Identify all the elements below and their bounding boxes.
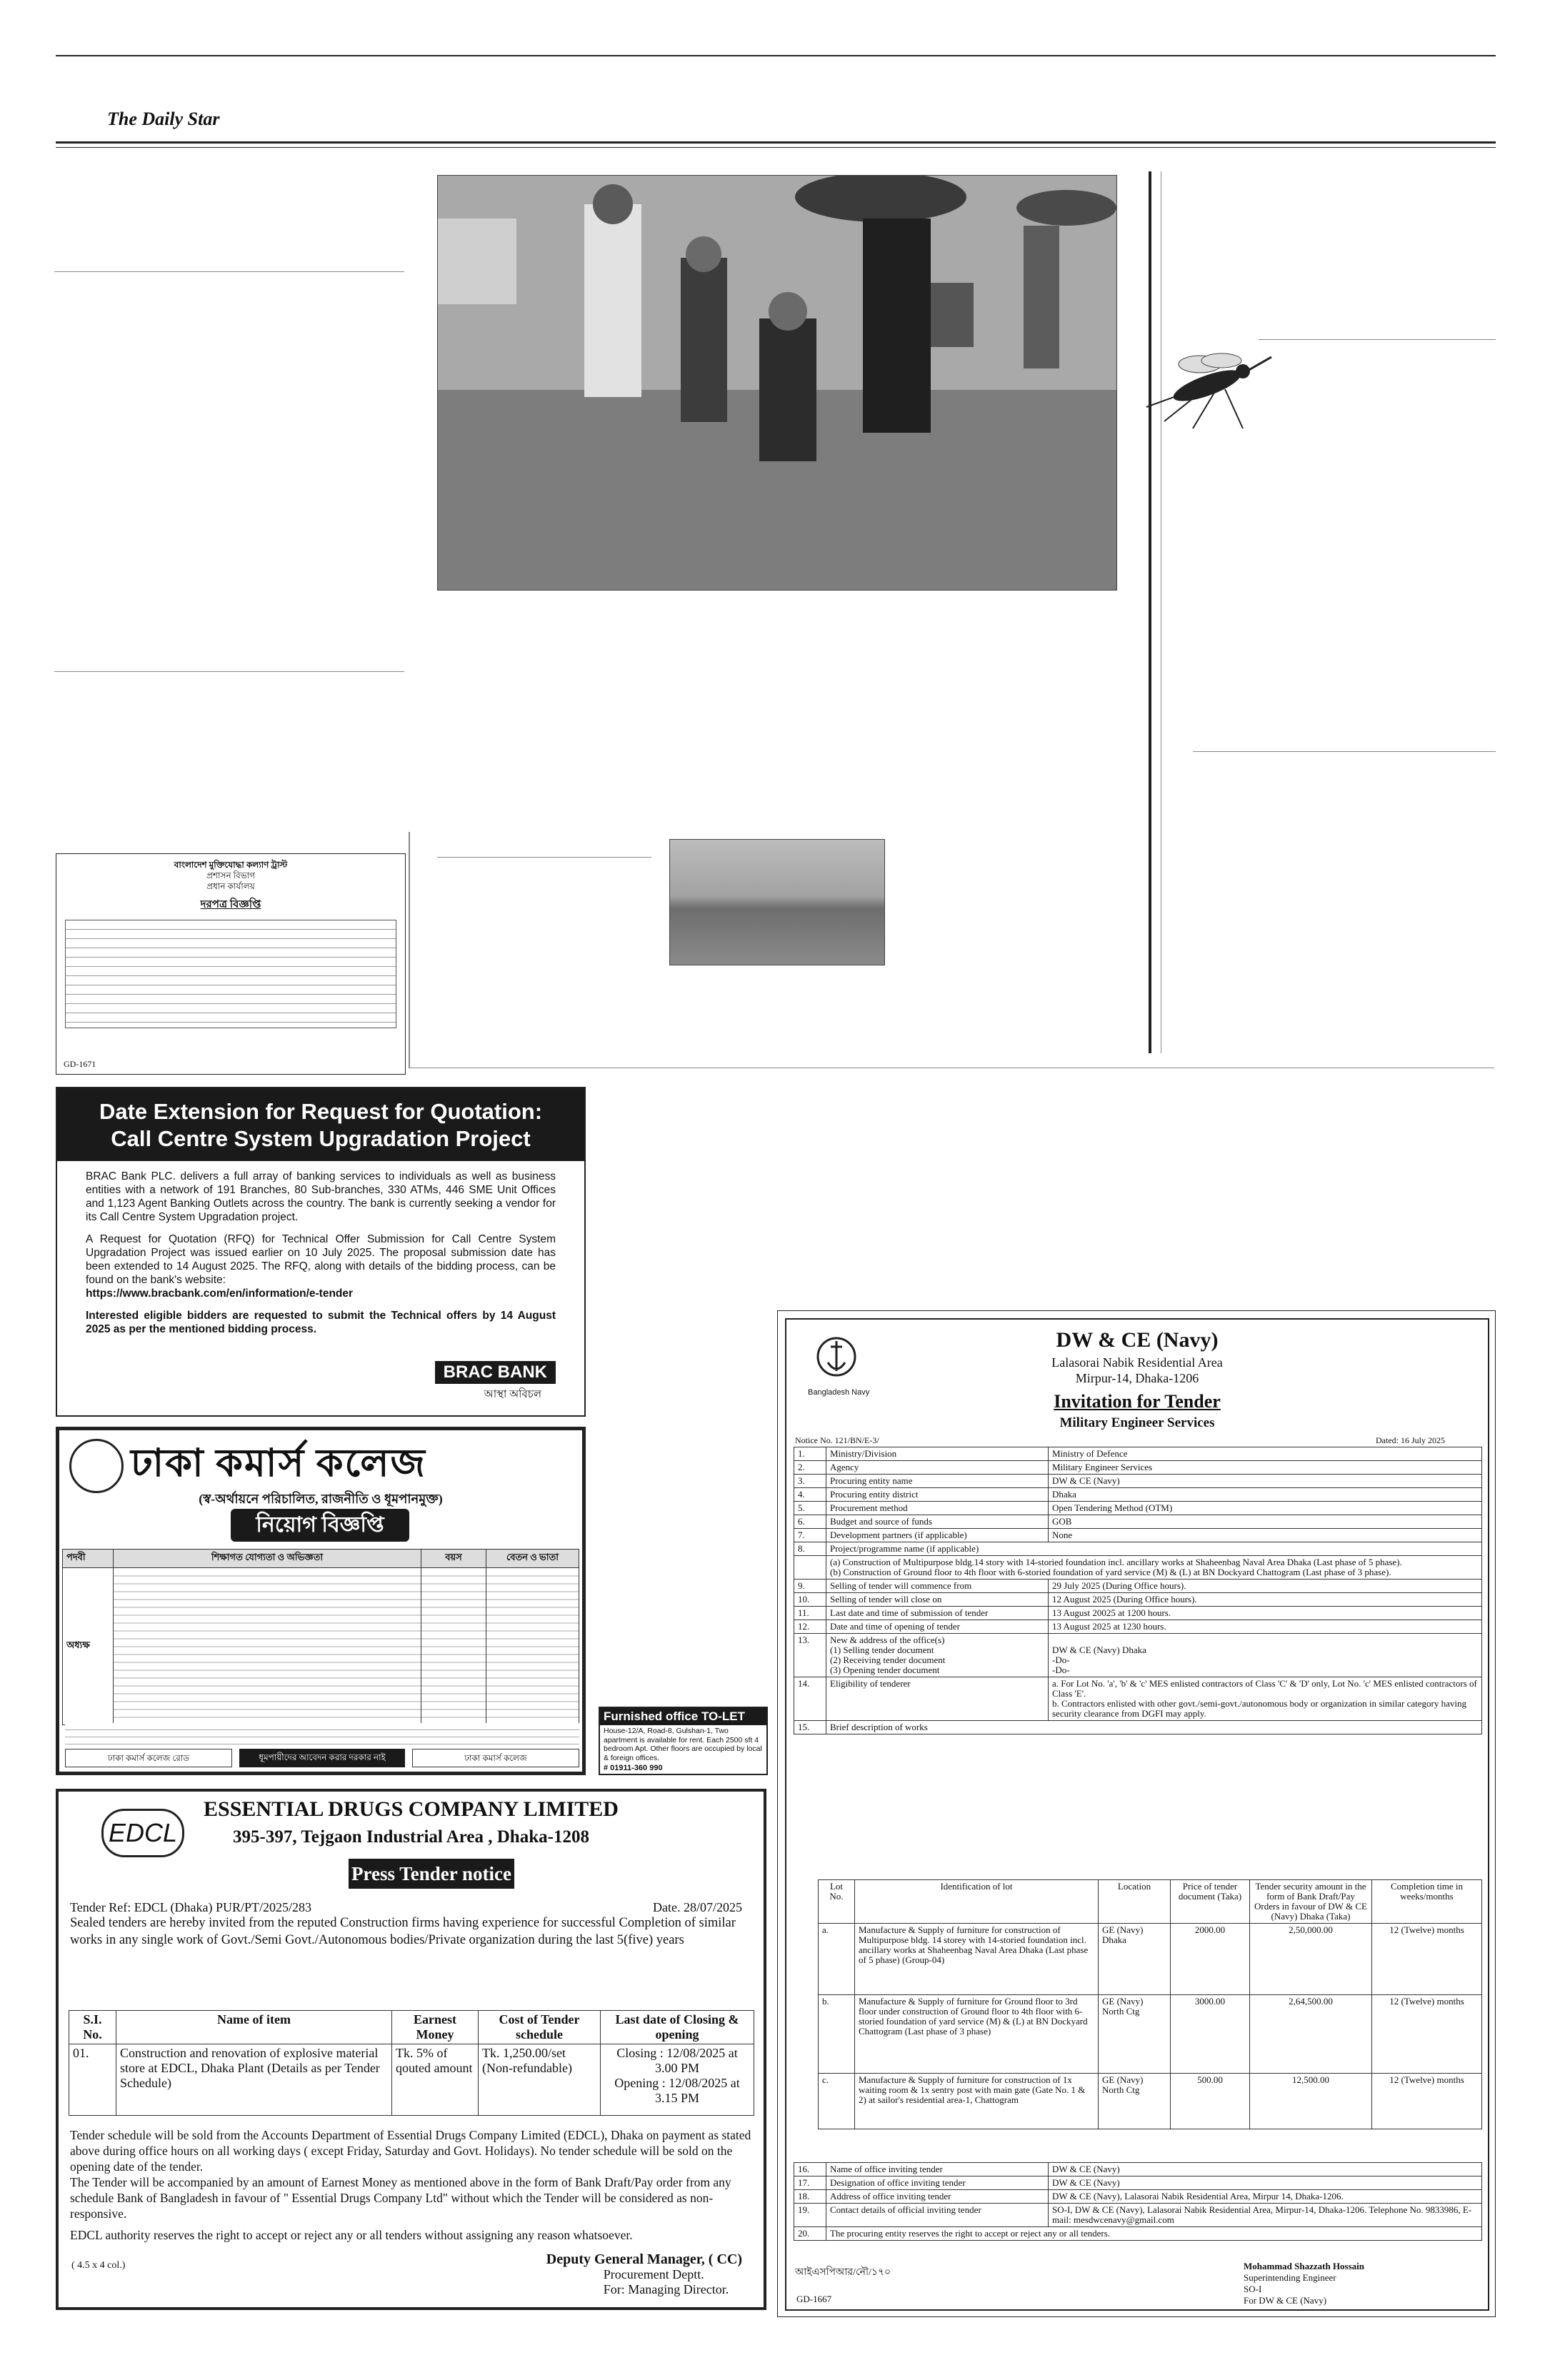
notice-code: GD-1671 (64, 1059, 96, 1069)
lot-header: Location (1099, 1880, 1171, 1924)
row-value: -Do- (1052, 1655, 1070, 1665)
row-label: Date and time of opening of tender (826, 1620, 1049, 1634)
row-label: Procuring entity name (826, 1475, 1049, 1488)
tender-note-3: EDCL authority reserves the right to accept or reject any or all tenders without assigning any reason whatsoever. (70, 2228, 633, 2242)
lot-header: Identification of lot (855, 1880, 1099, 1924)
lot-price: 500.00 (1171, 2074, 1250, 2129)
row-label: Address of office inviting tender (826, 2190, 1049, 2204)
to-let-title: Furnished office TO-LET (600, 1708, 766, 1725)
brac-paragraph-2: A Request for Quotation (RFQ) for Technical Offer Submission for Call Centre System Upgradation Project was issued earlier on 10 July 2025. The proposal submission date has been extended to 14 August 2025. The RFQ, along with details of the bidding process, can be found on the bank's website: (86, 1233, 556, 1286)
row-value: DW & CE (Navy) Dhaka (1052, 1645, 1146, 1655)
table-header: Name of item (116, 2011, 392, 2044)
col-rule (1259, 339, 1496, 340)
application-instructions (65, 1723, 579, 1744)
row-label: Procurement method (826, 1502, 1049, 1515)
tender-intro: Sealed tenders are hereby invited from the reputed Construction firms having experience for successful Completion of similar works in any single work of Govt./Semi Govt./Autonomous bodies/Private organization during the last 5(five) years (70, 1916, 736, 1947)
brac-paragraph-1: BRAC Bank PLC. delivers a full array of banking services to individuals as well as business entities with a network of 191 Branches, 80 Sub-branches, 330 ATMs, 446 SME Unit Offices and 1,123 Agent Banking Outlets across the country. The bank is currently seeking a vendor for its Call Centre System Upgradation project. (86, 1170, 556, 1223)
brac-title-2: Call Centre System Upgradation Project (111, 1126, 531, 1151)
row-value: 12 August 2025 (During Office hours). (1049, 1593, 1482, 1607)
row-item: Construction and renovation of explosive material store at EDCL, Dhaka Plant (Details as per Tender Schedule) (116, 2044, 392, 2116)
lot-security: 12,500.00 (1250, 2074, 1372, 2129)
row-label: Last date and time of submission of tender (826, 1607, 1049, 1620)
notice-line: প্রধান কার্যালয় (206, 881, 255, 891)
row-number: 16. (794, 2163, 826, 2176)
college-name: ঢাকা কমার্স কলেজ (131, 1442, 426, 1485)
press-tender-badge: Press Tender notice (349, 1859, 514, 1889)
row-number: 3. (794, 1475, 826, 1488)
col-rule (1193, 751, 1496, 752)
row-value: SO-I, DW & CE (Navy), Lalasorai Nabik Residential Area, Mirpur-14, Dhaka-1206. Telephone No. 9833986, E-mail: mesdwcenavy@gmail.com (1049, 2204, 1482, 2227)
signatory-for: For: Managing Director. (603, 2282, 729, 2296)
lot-location: GE (Navy) North Ctg (1099, 2074, 1171, 2129)
college-crest-icon (69, 1439, 124, 1493)
row-value: DW & CE (Navy) (1049, 2163, 1482, 2176)
col-rule (54, 271, 404, 272)
notice-line: বাংলাদেশ মুক্তিযোদ্ধা কল্যাণ ট্রাস্ট (174, 860, 288, 870)
row-value: Open Tendering Method (OTM) (1049, 1502, 1482, 1515)
row-label: Project/programme name (if applicable) (826, 1542, 1482, 1556)
signatory-title: Deputy General Manager, ( CC) (546, 2251, 742, 2267)
row-label: (1) Selling tender document (830, 1645, 934, 1655)
row-value: Military Engineer Services (1049, 1461, 1482, 1475)
to-let-phone: # 01911-360 990 (604, 1764, 663, 1772)
ispr-code: আইএসপিআর/নৌ/১৭০ (795, 2267, 891, 2278)
row-number: 2. (794, 1461, 826, 1475)
tender-note-1: Tender schedule will be sold from the Accounts Department of Essential Drugs Company Limited (EDCL), Dhaka on payment as stated above during office hours on all working days ( except Friday, Saturday and Govt. Holidays). No tender schedule will be sold on the opening date of the tender. (70, 2128, 751, 2174)
tender-date: Date. 28/07/2025 (653, 1900, 742, 1914)
to-let-ad (599, 1707, 768, 1775)
row-value: 29 July 2025 (During Office hours). (1049, 1580, 1482, 1593)
navy-signatory-name: Mohammad Shazzath Hossain (1244, 2261, 1365, 2271)
brac-paragraph-3: Interested eligible bidders are requested to submit the Technical offers by 14 August 2025 as per the mentioned bidding process. (86, 1310, 556, 1335)
lot-price: 3000.00 (1171, 1995, 1250, 2074)
masthead-rule-thin (56, 147, 1496, 148)
ad-size: ( 4.5 x 4 col.) (71, 2260, 126, 2271)
eligibility-b: b. Contractors enlisted with other govt./semi-govt./autonomous body or organization in similar category having security clearance from DGFI may apply. (1052, 1698, 1466, 1719)
row-value: None (1049, 1529, 1482, 1542)
table-header: বয়স (421, 1550, 486, 1568)
top-rule (56, 55, 1496, 56)
signatory-dept: Procurement Deptt. (603, 2267, 704, 2281)
notice-heading: দরপত্র বিজ্ঞপ্তি (200, 899, 261, 910)
row-number: 7. (794, 1529, 826, 1542)
lot-price: 2000.00 (1171, 1924, 1250, 1995)
project-b: (b) Construction of Ground floor to 4th floor with 6-storied foundation of yard service (M) & (L) at BN Dockyard Chattogram (Last phase of 3 phase). (830, 1567, 1391, 1577)
notice-line: প্রশাসন বিভাগ (206, 870, 256, 880)
row-value: DW & CE (Navy) (1049, 2176, 1482, 2190)
lot-desc: Manufacture & Supply of furniture for construction of 1x waiting room & 1x sentry post with main gate (Gate No. 1 & 2) at sailor's residential area-1, Chattogram (855, 2074, 1099, 2129)
lot-time: 12 (Twelve) months (1372, 1924, 1482, 1995)
navy-tender-ad: Bangladesh Navy DW & CE (Navy) Lalasorai Nabik Residential Area Mirpur-14, Dhaka-1206 Invitation for Tender Military Engineer Services Notice No. 121/BN/E-3/ Dated: 16 July 2025 1. Ministry/Division Ministry of Defence 2. Agency Military Engineer Services 3. Procuring entity name DW & CE (Navy) 4. Procuring entity district Dhaka 5. Procurement method Open Tendering Method (OTM) 6. Budget and source of funds GOB 7. Development partners (if applicable) None 8. Project/programme name (if applicable) (a) Construction of Multipurpose bldg.14 story with 14-storied foundation incl. ancillary works at Shaheenbag Naval Area Dhaka (Last phase of 5 phase). (b) Construction of Ground floor to 4th floor with 6-storied foundation of yard service (M) & (L) at BN Dockyard Chattogram (Last phase of 3 phase). 9. Selling of tender will commence from 29 July 2025 (During Office hours). 10. Selling of tender will close on 12 August 2025 (During Office hours). 11. Last date and time of submission of tender 13 August 20025 at 1200 hours. 12. Date and time of opening of tender 13 August 2025 at 1230 hours. 13. New & address of the office(s) (1) Selling tender document (2) Receiving tender document (3) Opening tender document DW & CE (Navy) Dhaka -Do- -Do- 14. Eligibility of tenderer a. For Lot No. 'a', 'b' & 'c' MES enlisted contractors of Class 'C' & 'D' only, Lot No. 'c' MES enlisted contractors of Class 'E'. b. Contractors enlisted with other govt./semi-govt./autonomous body or organization in similar category having security clearance from DGFI may apply. 15. Brief description of works Lot No. Identification of lot Location Price of tender document (Taka) Tender security amount in the form of Bank Draft/Pay Orders in favour of DW & CE (Navy) Dhaka (Taka) Completion time in weeks/months a. Manufacture & Supply of furniture for construction of Multipurpose bldg. 14 storey with 14-storied foundation incl. ancillary works at Shaheenbag Naval Area Dhaka (Last phase of 5 phase) (Group-04) GE (Navy) Dhaka 2000.00 2,50,000.00 12 (Twelve) months b. Manufacture & Supply of furniture for Ground floor to 3rd floor under construction of Ground floor to 4th floor with 6-storied foundation of yard service (M) & (L) at BN Dockyard Chattogram (Last phase of 3 phase) GE (Navy) North Ctg 3000.00 2,64,500.00 12 (Twelve) months c. Manufacture & Supply of furniture for construction of 1x waiting room & 1x sentry post with main gate (Gate No. 1 & 2) at sailor's residential area-1, Chattogram GE (Navy) North Ctg 500.00 12,500.00 12 (Twelve) months 16. Name of office inviting tender DW & CE (Navy) 17. Designation of office inviting tender DW & CE (Navy) 18. Address of office inviting tender DW & CE (Navy), Lalasorai Nabik Residential Area, Mirpur 14, Dhaka-1206. 19. Contact details of official inviting tender SO-I, DW & CE (Navy), Lalasorai Nabik Residential Area, Mirpur-14, Dhaka-1206. Telephone No. 9833986, E-mail: mesdwcenavy@gmail.com 20. The procuring entity reserves the right to accept or reject any or all tenders. আইএসপিআর/নৌ/১৭০ Mohammad Shazzath Hossain Superintending Engineer SO-I For DW & CE (Navy) GD-1667 (777, 1310, 1496, 2317)
masthead-rule (56, 141, 1496, 144)
brac-title-1: Date Extension for Request for Quotation: (99, 1099, 543, 1124)
lot-header: Lot No. (819, 1880, 855, 1924)
riverbank-erosion-photo (669, 839, 885, 965)
lot-location: GE (Navy) Dhaka (1099, 1924, 1171, 1995)
college-footer-sign: ঢাকা কমার্স কলেজ (412, 1749, 579, 1767)
lot-no: a. (819, 1924, 855, 1995)
row-number: 5. (794, 1502, 826, 1515)
row-number: 17. (794, 2176, 826, 2190)
row-label: Selling of tender will commence from (826, 1580, 1049, 1593)
table-header: শিক্ষাগত যোগ্যতা ও অভিজ্ঞতা (114, 1550, 421, 1568)
row-value: Ministry of Defence (1049, 1447, 1482, 1461)
row-label: Selling of tender will close on (826, 1593, 1049, 1607)
lot-security: 2,64,500.00 (1250, 1995, 1372, 2074)
edcl-logo: EDCL (101, 1809, 184, 1857)
row-closing: Closing : 12/08/2025 at 3.00 PM (616, 2046, 738, 2075)
tender-ref: Tender Ref: EDCL (Dhaka) PUR/PT/2025/283 (70, 1900, 312, 1914)
row-label: Development partners (if applicable) (826, 1529, 1049, 1542)
notice-table (65, 920, 396, 1028)
col-rule (437, 857, 651, 858)
row-label: New & address of the office(s) (830, 1635, 945, 1645)
invitation-heading: Invitation for Tender (1054, 1391, 1221, 1412)
row-label: Procuring entity district (826, 1488, 1049, 1502)
edcl-tender-ad (56, 1789, 766, 2310)
row-label: Name of office inviting tender (826, 2163, 1049, 2176)
row-number: 19. (794, 2204, 826, 2227)
lot-time: 12 (Twelve) months (1372, 2074, 1482, 2129)
lot-time: 12 (Twelve) months (1372, 1995, 1482, 2074)
children-in-rain-photo (437, 175, 1117, 591)
lot-no: b. (819, 1995, 855, 2074)
notice-number: Notice No. 121/BN/E-3/ (795, 1435, 879, 1445)
notice-date: Dated: 16 July 2025 (1376, 1435, 1445, 1445)
dhaka-commerce-college-ad (56, 1427, 586, 1775)
row-cost: Tk. 1,250.00/set (Non-refundable) (479, 2044, 601, 2116)
invitation-subheading: Military Engineer Services (1059, 1415, 1215, 1430)
navy-signatory-title: Superintending Engineer (1244, 2272, 1336, 2283)
row-value: -Do- (1052, 1665, 1070, 1675)
row-label: Designation of office inviting tender (826, 2176, 1049, 2190)
navy-address-1: Lalasorai Nabik Residential Area (1051, 1355, 1223, 1370)
lot-header: Tender security amount in the form of Bank Draft/Pay Orders in favour of DW & CE (Navy) Dhaka (Taka) (1250, 1880, 1372, 1924)
navy-signatory-for: For DW & CE (Navy) (1244, 2295, 1327, 2306)
college-subtitle: (স্ব-অর্থায়নে পরিচালিত, রাজনীতি ও ধূমপানমুক্ত) (199, 1492, 443, 1506)
table-header: বেতন ও ভাতা (486, 1550, 579, 1568)
lot-desc: Manufacture & Supply of furniture for construction of Multipurpose bldg. 14 storey with 14-storied foundation incl. ancillary works at Shaheenbag Naval Area Dhaka (Last phase of 5 phase) (Group-04) (855, 1924, 1099, 1995)
navy-signatory-post: SO-I (1244, 2284, 1262, 2294)
row-number: 1. (794, 1447, 826, 1461)
eligibility-a: a. For Lot No. 'a', 'b' & 'c' MES enlisted contractors of Class 'C' & 'D' only, Lot No. 'c' MES enlisted contractors of Class 'E'. (1052, 1678, 1477, 1699)
lot-desc: Manufacture & Supply of furniture for Ground floor to 3rd floor under construction of Ground floor to 4th floor with 6-storied foundation of yard service (M) & (L) at BN Dockyard Chattogram (Last phase of 3 phase) (855, 1995, 1099, 2074)
row-number: 4. (794, 1488, 826, 1502)
row-number: 9. (794, 1580, 826, 1593)
row-label: Contact details of official inviting tender (826, 2204, 1049, 2227)
row-value: Dhaka (1049, 1488, 1482, 1502)
row-value: DW & CE (Navy) (1049, 1475, 1482, 1488)
row-number: 11. (794, 1607, 826, 1620)
age-text (421, 1568, 486, 1725)
row-number: 12. (794, 1620, 826, 1634)
brac-bank-logo: BRAC BANK (435, 1361, 556, 1384)
project-a: (a) Construction of Multipurpose bldg.14 story with 14-storied foundation incl. ancillary works at Shaheenbag Naval Area Dhaka (Last phase of 5 phase). (830, 1557, 1402, 1567)
qualification-text (114, 1568, 421, 1725)
brac-url-link[interactable]: https://www.bracbank.com/en/information/e-tender (86, 1287, 354, 1300)
row-label: Eligibility of tenderer (826, 1677, 1049, 1721)
navy-address-2: Mirpur-14, Dhaka-1206 (1075, 1371, 1199, 1385)
row-label: Budget and source of funds (826, 1515, 1049, 1529)
row-label: (3) Opening tender document (830, 1665, 940, 1675)
no-smokers-note: ধূমপায়ীদের আবেদন করার দরকার নাই (239, 1749, 405, 1767)
row-number: 18. (794, 2190, 826, 2204)
navy-logo-caption: Bangladesh Navy (808, 1388, 870, 1397)
brac-bank-ad (56, 1087, 586, 1417)
row-earnest: Tk. 5% of qouted amount (392, 2044, 479, 2116)
recruitment-notice-badge: নিয়োগ বিজ্ঞপ্তি (231, 1509, 409, 1542)
row-sl: 01. (69, 2044, 116, 2116)
table-header: Cost of Tender schedule (479, 2011, 601, 2044)
table-header: পদবী (63, 1550, 114, 1568)
row-label: Brief description of works (826, 1721, 1482, 1734)
edcl-company-name: ESSENTIAL DRUGS COMPANY LIMITED (204, 1797, 619, 1821)
lot-location: GE (Navy) North Ctg (1099, 1995, 1171, 2074)
row-label: The procuring entity reserves the right to accept or reject any or all tenders. (826, 2227, 1482, 2241)
lot-security: 2,50,000.00 (1250, 1924, 1372, 1995)
post-name: অধ্যক্ষ (63, 1568, 114, 1725)
row-value: 13 August 2025 at 1230 hours. (1049, 1620, 1482, 1634)
college-footer-address: ঢাকা কমার্স কলেজ রোড (65, 1749, 232, 1767)
navy-title: DW & CE (Navy) (1056, 1328, 1219, 1352)
table-header: Last date of Closing & opening (601, 2011, 754, 2044)
lot-no: c. (819, 2074, 855, 2129)
vertical-rule (409, 832, 410, 1068)
row-label: Agency (826, 1461, 1049, 1475)
col-rule (54, 671, 404, 672)
row-value: DW & CE (Navy), Lalasorai Nabik Residential Area, Mirpur 14, Dhaka-1206. (1049, 2190, 1482, 2204)
edcl-address: 395-397, Tejgaon Industrial Area , Dhaka-1208 (233, 1827, 589, 1847)
table-header: Earnest Money (392, 2011, 479, 2044)
row-value: GOB (1049, 1515, 1482, 1529)
row-number: 10. (794, 1593, 826, 1607)
vertical-rule (1149, 171, 1151, 1053)
row-value: 13 August 20025 at 1200 hours. (1049, 1607, 1482, 1620)
row-opening: Opening : 12/08/2025 at 3.15 PM (614, 2076, 740, 2105)
lot-header: Completion time in weeks/months (1372, 1880, 1482, 1924)
salary-text (486, 1568, 579, 1725)
row-label: (2) Receiving tender document (830, 1655, 946, 1665)
to-let-body: House-12/A, Road-8, Gulshan-1, Two apartment is available for rent. Each 2500 sft 4 bedroom Apt. Other floors are occupied by local & foreign offices. (604, 1727, 762, 1762)
masthead-logo: The Daily Star (107, 109, 220, 129)
row-label: Ministry/Division (826, 1447, 1049, 1461)
table-header: S.I. No. (69, 2011, 116, 2044)
muktijoddha-trust-notice (56, 853, 406, 1075)
tender-note-2: The Tender will be accompanied by an amount of Earnest Money as mentioned above in the form of Bank Draft/Pay order from any schedule Bank of Bangladesh in favour of " Essential Drugs Company Ltd" without which the Tender will be considered as non-responsive. (70, 2175, 731, 2221)
lot-header: Price of tender document (Taka) (1171, 1880, 1250, 1924)
brac-tagline: আস্থা অবিচল (484, 1389, 541, 1400)
row-number: 6. (794, 1515, 826, 1529)
navy-gd-code: GD-1667 (796, 2294, 832, 2304)
mosquito-illustration (1136, 336, 1279, 436)
